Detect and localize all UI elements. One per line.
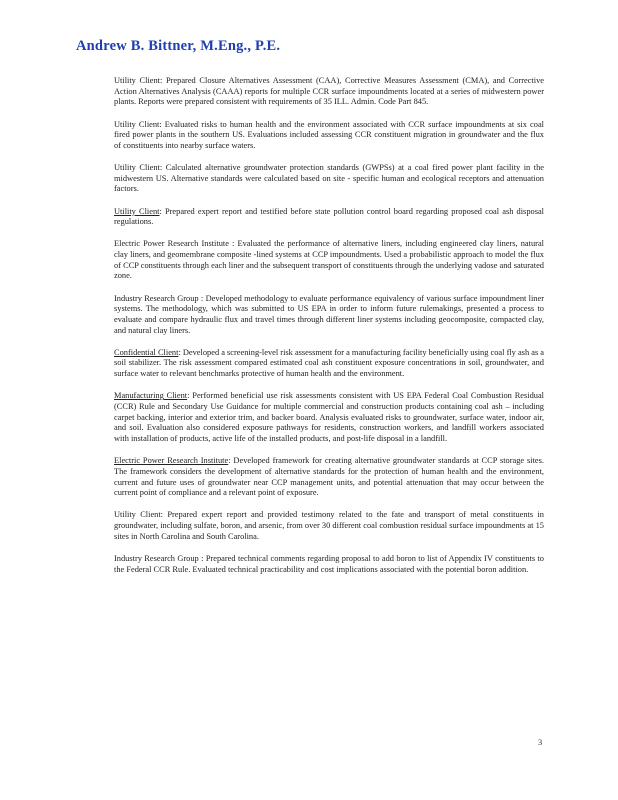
- project-entry: [114, 456, 544, 499]
- project-description: : Developed framework for creating alternative groundwater standards at CCP storage sites. The framework considers the development of alternative standards for the protection of human health and the environment, current and future uses of groundwater near CCP management units, and potential attenuation that may occur between the current point of compliance and a relevant point of exposure.: [114, 456, 544, 498]
- project-entry: [114, 510, 544, 542]
- project-entry: [114, 163, 544, 195]
- client-label: Confidential Client: [114, 347, 179, 357]
- client-label: Utility Client:: [114, 163, 163, 172]
- page-number: 3: [538, 738, 543, 747]
- project-description: Evaluated risks to human health and the environment associated with CCR surface impoundments at six coal fired power plants in the southern US. Evaluations included assessing CCR constituent migration in groundwater and the flux of constituents into nearby surface waters.: [114, 119, 544, 150]
- project-entry: [114, 207, 544, 228]
- project-description: : Developed a screening-level risk assessment for a manufacturing facility beneficially using coal fly ash as a soil stabilizer. The risk assessment compared estimated coal ash constituent exposure concentrations in soil, groundwater, and surface water to relevant benchmarks protective of human health and the environment.: [114, 347, 545, 379]
- project-description: : Performed beneficial use risk assessments consistent with US EPA Federal Coal Combustion Residual (CCR) Rule and Secondary Use Guidance for multiple commercial and construction products containing coal ash – including carpet backing, interior and exterior trim, and backer board. Analysis evaluated risks to groundwater, surface water, indoor air, and soil. Evaluation also considered exposure pathways for residents, construction workers, and landfill workers associated with installation of products, active life of the installed products, and post-life disposal in a landfill.: [114, 391, 544, 444]
- project-entry: [114, 391, 544, 445]
- project-description: Prepared expert report and provided testimony related to the fate and transport of metal constituents in groundwater, including sulfate, boron, and arsenic, from over 30 different coal combustion residual surface impoundments at 15 sites in North Carolina and South Carolina.: [114, 510, 544, 541]
- project-description: : Prepared expert report and testified before state pollution control board regarding proposed coal ash disposal regulations.: [114, 206, 544, 227]
- project-description: Developed methodology to evaluate performance equivalency of various surface impoundment liner systems. The methodology, which was submitted to US EPA in order to inform future rulemakings, presented a process to evaluate and compare hydraulic flux and travel times through different liner systems including geocomposite, compacted clay, and natural clay liners.: [114, 293, 544, 335]
- author-name-header: Andrew B. Bittner, M.Eng., P.E.: [76, 38, 281, 54]
- project-list: [114, 76, 544, 587]
- client-label: Utility Client:: [114, 119, 162, 129]
- project-entry: [114, 554, 544, 575]
- project-entry: [114, 348, 544, 380]
- client-label: Utility Client:: [114, 510, 164, 520]
- client-label: Industry Research Group :: [114, 293, 204, 303]
- client-label: Electric Power Research Institute: [114, 456, 229, 466]
- client-label: Manufacturing Client: [114, 391, 188, 401]
- project-entry: [114, 239, 544, 282]
- project-entry: [114, 120, 544, 152]
- client-label: Industry Research Group :: [114, 553, 204, 563]
- project-entry: [114, 76, 544, 108]
- project-entry: [114, 294, 544, 337]
- client-label: Utility Client:: [114, 76, 163, 85]
- project-description: Prepared technical comments regarding proposal to add boron to list of Appendix IV constituents to the Federal CCR Rule. Evaluated technical practicability and cost implications associated with the potential boron addition.: [114, 553, 544, 574]
- project-description: Prepared Closure Alternatives Assessment (CAA), Corrective Measures Assessment (CMA), and Corrective Action Alternatives Analysis (CAAA) reports for multiple CCR surface impoundments located at a series of midwestern power plants. Reports were prepared consistent with requirements of 35 ILL. Admin. Code Part 845.: [114, 76, 544, 107]
- project-description: Calculated alternative groundwater protection standards (GWPSs) at a coal fired power plant facility in the midwestern US. Alternative standards were calculated based on site - specific human and ecological receptors and attenuation factors.: [114, 163, 544, 194]
- client-label: Electric Power Research Institute :: [114, 239, 235, 249]
- client-label: Utility Client: [114, 206, 160, 216]
- project-description: Evaluated the performance of alternative liners, including engineered clay liners, natural clay liners, and geomembrane composite -lined systems at CCP impoundments. Used a probabilistic approach to model the flux of CCP constituents through each liner and the subsequent transport of constituents through the underlying vadose and saturated zone.: [114, 239, 544, 281]
